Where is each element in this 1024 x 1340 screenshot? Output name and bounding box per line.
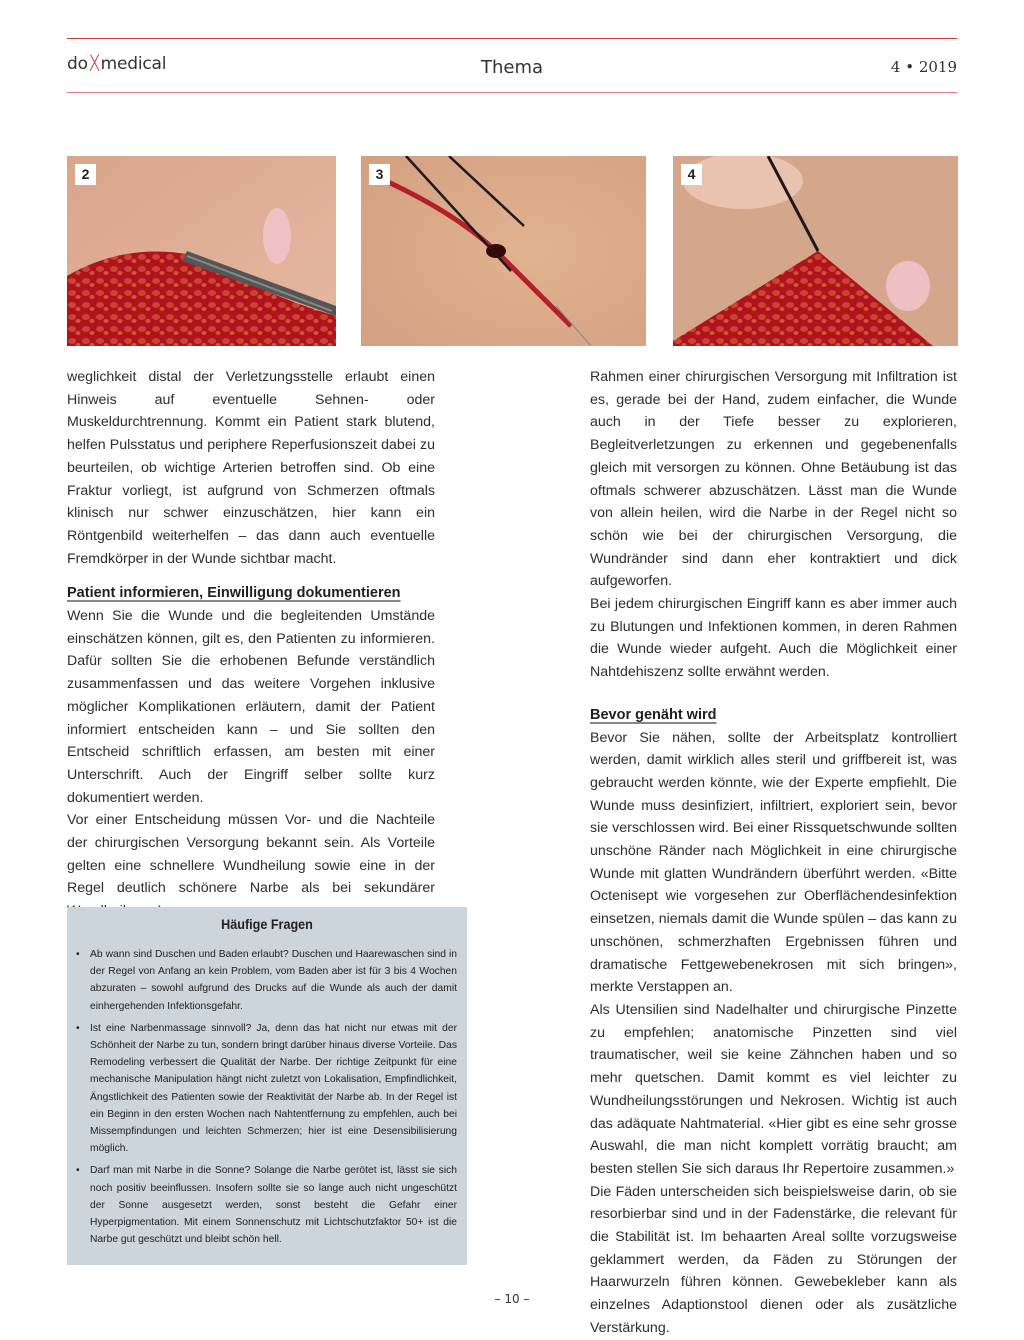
issue-number: 4 • 2019	[890, 58, 957, 76]
left-column	[67, 366, 435, 923]
faq-item	[76, 1162, 457, 1248]
section-heading-bevor-genaeht-wird: Bevor genäht wird	[590, 706, 717, 723]
figure-label: 4	[681, 164, 702, 185]
logo-x-mark: X	[88, 52, 101, 77]
figure-2-photo	[67, 156, 336, 346]
wound-photo-4-image	[673, 156, 958, 346]
faq-list	[67, 946, 467, 1248]
logo-prefix: do	[67, 54, 88, 74]
section-heading-patient-informieren: Patient informieren, Einwilligung dokumentieren	[67, 585, 401, 602]
faq-item-text: Ist eine Narbenmassage sinnvoll? Ja, denn das hat nicht nur etwas mit der Schönheit der Narbe zu tun, sondern bringt darüber hinaus diverse Vorteile. Das Remodeling verbessert die Qualität der Narbe. Der richtige Zeitpunkt für eine mechanische Manipulation hängt nicht zuletzt von Lokalisation, Empfindlichkeit, Ängstlichkeit des Patienten sowie der Reaktivität der Narbe ab. In der Regel ist ein Beginn in den ersten Wochen nach Nahtentfernung zu empfehlen, auch bei Missempfindungen und leichten Schmerzen; hier ist eine Desensibilisierung möglich.	[90, 1022, 457, 1155]
wound-photo-3-image	[361, 156, 646, 346]
right-column	[590, 366, 957, 1340]
body-paragraph: Vor einer Entscheidung müssen Vor- und die Nachteile der chirurgischen Versorgung bekannt sein. Als Vorteile gelten eine schnellere Wundheilung sowie eine in der Regel deutlich schönere Narbe als bei sekundärer	[67, 812, 435, 897]
faq-item-text: Darf man mit Narbe in die Sonne? Solange die Narbe gerötet ist, lässt sie sich noch positiv beeinflussen. Insofern sollte sie so lange auch nicht ungeschützt der Sonne ausgesetzt werden, sonst besteht die Gefahr einer Hyperpigmentation. Mit einem Sonnenschutz mit Lichtschutzfaktor 50+ ist die Narbe gut geschützt und bleibt schön hell.	[90, 1165, 457, 1246]
bullet-icon: •	[76, 1165, 80, 1177]
body-paragraph: Bei jedem chirurgischen Eingriff kann es aber immer auch zu Blutungen und Infektionen kommen, in deren Rahmen die Wunde wieder aufgeht. Auch die Möglichkeit einer Nahtdehiszenz sollte erwähnt werden.	[590, 596, 957, 681]
body-paragraph: Wenn Sie die Wunde und die begleitenden Umstände einschätzen können, gilt es, den Patienten zu informieren. Dafür sollten Sie die erhobenen Befunde verständlich zusammenfassen und das weitere Vorgehen inklusive möglicher Komplikationen erläutern, damit der Patient informiert entscheiden kann – und Sie sollten den Entscheid schriftlich erfassen, am besten mit einer Unterschrift. Auch der Eingriff selber sollte kurz dokumentiert werden.	[67, 608, 435, 806]
faq-title: Häufige Fragen	[221, 916, 313, 932]
body-paragraph: Rahmen einer chirurgischen Versorgung mit Infiltration ist es, gerade bei der Hand, zudem einfacher, die Wunde auch in der Tiefe besser zu explorieren, Begleitverletzungen zu erkennen und gegebenenfalls gleich mit versorgen zu können. Ohne Betäubung ist das oftmals schwerer abzuschätzen. Lässt man die Wunde von allein heilen, wird die Narbe in der Regel nicht so schön wie bei der chirurgischen Versorgung, die Wundränder sind dann eher kontraktiert und dick aufgeworfen.	[590, 369, 957, 590]
body-paragraph: Bevor Sie nähen, sollte der Arbeitsplatz kontrolliert werden, damit wirklich alles steril und griffbereit ist, was gebraucht werden könnte, wie der Experte empfiehlt. Die Wunde muss desinfiziert, infiltriert, exploriert sein, bevor sie verschlossen wird. Bei einer Rissquetschwunde sollten unschöne Ränder nach Möglichkeit in eine chirurgische Wunde mit glatten Wundrändern überführt werden. «Bitte Octenisept wie vorgesehen zur Oberflächendesinfektion einsetzen, niemals damit die Wunde spülen – das kann zu unschönen, schmerzhaften Ergebnissen führen und dramatische Fettgewebenekrosen mit sich bringen», merkte Verstappen an.	[590, 729, 957, 996]
bullet-icon: •	[76, 949, 80, 960]
figure-3-photo	[361, 156, 646, 346]
header-rule-bottom	[67, 92, 957, 93]
section-title: Thema	[480, 57, 544, 78]
figure-label: 2	[75, 164, 96, 185]
header-rule-top	[67, 38, 957, 39]
figure-4-photo	[673, 156, 958, 346]
page-number: – 10 –	[494, 1292, 530, 1306]
faq-box	[67, 907, 467, 1265]
figure-label: 3	[369, 164, 390, 185]
wound-photo-2-image	[67, 156, 336, 346]
faq-item-text: Ab wann sind Duschen und Baden erlaubt? Duschen und Haarewaschen sind in der Regel von Anfang an kein Problem, vom Baden aber ist für 3 bis 4 Wochen abzuraten – sowohl aufgrund des Drucks auf die Wunde als auch der damit einhergehenden Infektionsgefahr.	[90, 949, 457, 1012]
body-paragraph: Die Fäden unterscheiden sich beispielsweise darin, ob sie resorbierbar sind und in der Fadenstärke, die relevant für die Stabilität ist. Im behaarten Areal sollte vorzugsweise geklammert werden, da Fäden zu Störungen der Haarwurzeln führen können. Gewebekleber kann als einzelnes Adaptionstool dienen oder als zusätzliche Verstärkung.	[590, 1183, 957, 1336]
faq-item	[76, 1020, 457, 1158]
body-paragraph: weglichkeit distal der Verletzungsstelle erlaubt einen Hinweis auf eventuelle Sehnen- oder Muskeldurchtrennung. Kommt ein Patient stark blutend, helfen Pulsstatus und periphere Reperfusionszeit dabei zu beurteilen, ob wichtige Arterien betroffen sind. Ob eine Fraktur vorliegt, ist aufgrund von Schmerzen oftmals klinisch nur schwer einzuschätzen, hier kann ein Röntgenbild weiterhelfen – das dann auch eventuelle Fremdkörper in der Wunde sichtbar macht.	[67, 369, 435, 567]
logo-suffix: medical	[100, 54, 167, 74]
bullet-icon: •	[76, 1022, 80, 1034]
body-paragraph: Als Utensilien sind Nadelhalter und chirurgische Pinzette zu empfehlen; anatomische Pinzetten sind viel traumatischer, weil sie keine Zähnchen haben und so mehr quetschen. Damit kommt es viel leichter zu Wundheilungsstörungen und Nekrosen. Wichtig ist auch das adäquate Nahtmaterial. «Hier gibt es eine sehr grosse Auswahl, die man nicht komplett vorrätig braucht; am besten stellen Sie sich daraus Ihr Repertoire zusammen.»	[590, 1001, 957, 1177]
faq-item	[76, 946, 457, 1015]
